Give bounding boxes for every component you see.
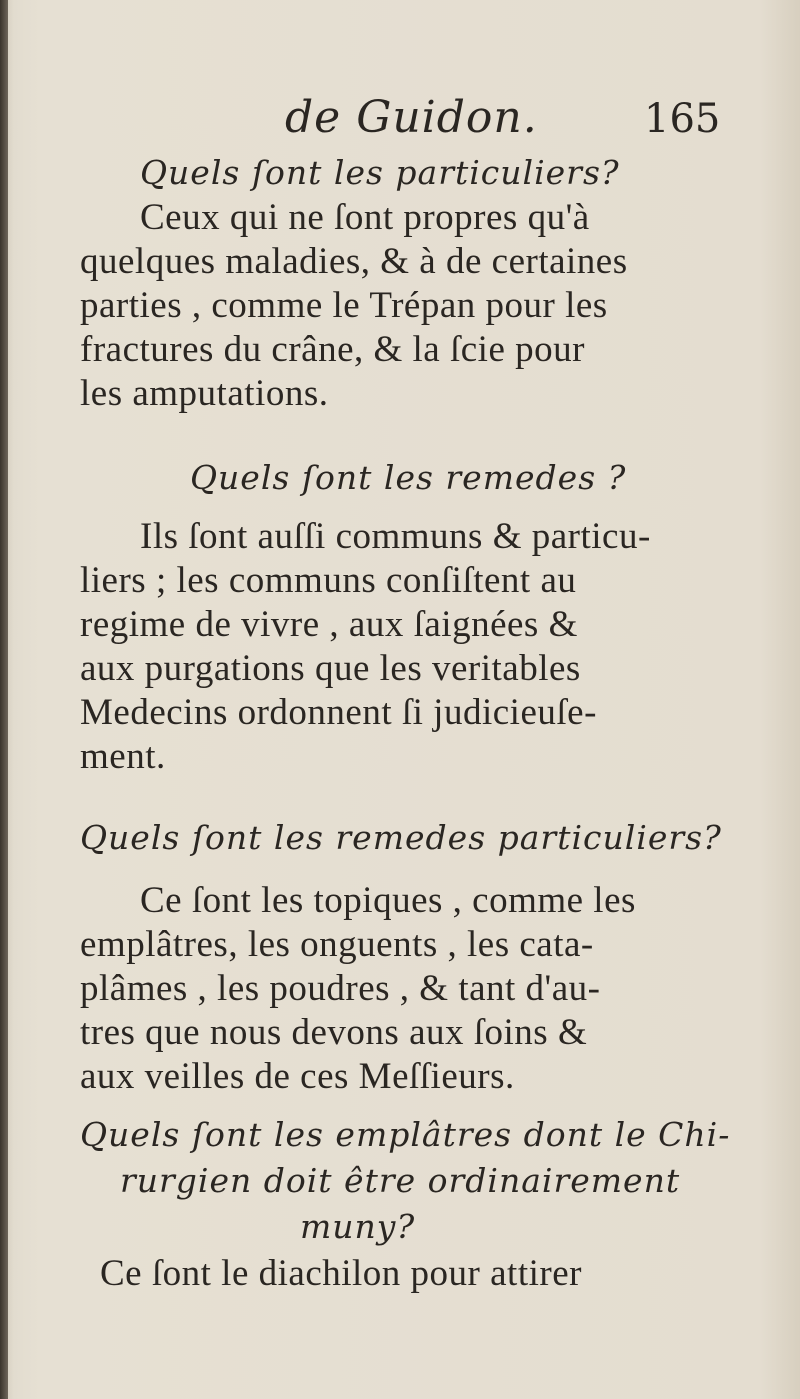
answer-paragraph — [80, 515, 720, 779]
answer-paragraph — [80, 1252, 720, 1296]
answer-line: tres que nous devons aux ſoins & — [80, 1012, 588, 1053]
answer-line: Ce ſont le diachilon pour attirer — [100, 1253, 582, 1294]
section-remedes-particuliers — [80, 815, 720, 1099]
answer-paragraph — [80, 879, 720, 1099]
book-spine-shadow — [0, 0, 8, 1399]
answer-line: Medecins ordonnent ſi judicieuſe- — [80, 692, 597, 733]
question-heading: Quels ſont les particuliers? — [140, 153, 620, 192]
question-heading: Quels ſont les remedes ? — [190, 458, 627, 497]
answer-line: fractures du crâne, & la ſcie pour — [80, 329, 585, 370]
answer-line: emplâtres, les onguents , les cata- — [80, 924, 594, 965]
answer-line: ment. — [80, 736, 166, 777]
section-emplatres — [80, 1112, 731, 1296]
answer-line: parties , comme le Trépan pour les — [80, 285, 608, 326]
answer-line: Ils ſont auſſi communs & particu- — [140, 516, 651, 557]
answer-line: Ceux qui ne ſont propres qu'à — [140, 197, 590, 238]
question-heading: rurgien doit être ordinairement — [120, 1161, 681, 1200]
answer-line: les amputations. — [80, 373, 329, 414]
running-head — [0, 92, 800, 152]
answer-line: aux veilles de ces Meſſieurs. — [80, 1056, 515, 1097]
answer-line: liers ; les communs conſiſtent au — [80, 560, 577, 601]
answer-line: aux purgations que les veritables — [80, 648, 581, 689]
page-number: 165 — [644, 96, 721, 142]
answer-line: plâmes , les poudres , & tant d'au- — [80, 968, 601, 1009]
question-heading: muny? — [300, 1207, 416, 1246]
answer-line: quelques maladies, & à de certaines — [80, 241, 628, 282]
answer-paragraph — [80, 196, 720, 416]
section-remedes — [80, 455, 720, 779]
question-heading: Quels ſont les remedes particuliers? — [80, 818, 722, 857]
answer-line: regime de vivre , aux ſaignées & — [80, 604, 578, 645]
answer-line: Ce ſont les topiques , comme les — [140, 880, 636, 921]
question-heading: Quels ſont les emplâtres dont le Chi- — [80, 1115, 731, 1154]
running-title: de Guidon. — [285, 92, 538, 143]
section-particuliers — [80, 150, 720, 416]
